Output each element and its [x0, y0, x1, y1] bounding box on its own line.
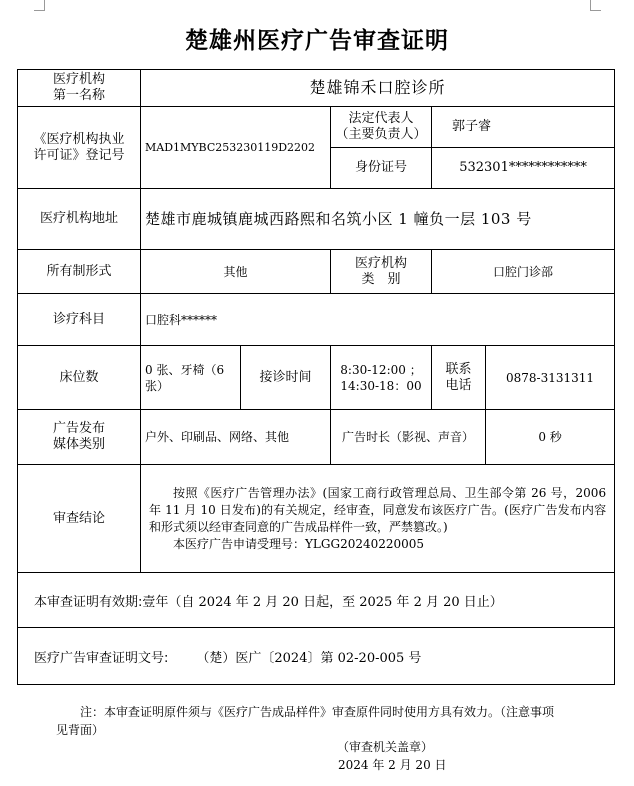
beds-label: 床位数 — [18, 346, 141, 410]
application-number: 本医疗广告申请受理号：YLGG20240220005 — [173, 536, 425, 551]
row-address — [18, 189, 615, 250]
address-label: 医疗机构地址 — [18, 189, 141, 250]
crop-mark-right — [590, 0, 601, 11]
ownership-value: 其他 — [141, 250, 331, 294]
row-validity — [18, 573, 615, 628]
beds-value: 0 张、牙椅（6 张） — [141, 346, 241, 410]
row-doc-number — [18, 628, 615, 685]
row-department — [18, 294, 615, 346]
inst-category-label: 医疗机构 类 别 — [331, 250, 432, 294]
issue-date: 2024 年 2 月 20 日 — [338, 758, 447, 772]
inst-category-value: 口腔门诊部 — [432, 250, 615, 294]
license-label: 《医疗机构执业 许可证》登记号 — [18, 107, 141, 189]
crop-mark-left — [34, 0, 45, 11]
row-media — [18, 410, 615, 465]
id-number-label: 身份证号 — [331, 148, 432, 189]
validity-period: （自 2024 年 2 月 20 日起，至 2025 年 2 月 20 日止） — [168, 594, 503, 610]
conclusion-text: 按照《医疗广告管理办法》(国家工商行政管理总局、卫生部令第 26 号，2006 年 11 月 10 日发布)的有关规定，经审查，同意发布该医疗广告。(医疗广告发布内容和形式须以经审查同意的广告成品样件一致，严禁篡改。) — [149, 485, 607, 534]
phone-value: 0878-3131311 — [486, 346, 615, 410]
phone-label: 联系 电话 — [432, 346, 486, 410]
department-value: 口腔科****** — [141, 294, 615, 346]
doc-number-label: 医疗广告审查证明文号: — [34, 650, 169, 666]
row-beds — [18, 346, 615, 410]
media-label: 广告发布 媒体类别 — [18, 410, 141, 465]
conclusion-body — [141, 465, 615, 573]
footnote: 注：本审查证明原件须与《医疗广告成品样件》审查原件同时使用方具有效力。（注意事项见背面） — [56, 705, 555, 737]
legal-rep-label: 法定代表人 （主要负责人） — [331, 107, 432, 148]
duration-value: 0 秒 — [486, 410, 615, 465]
seal-note: （审查机关盖章） — [337, 740, 434, 754]
row-institution-name — [18, 70, 615, 107]
row-conclusion — [18, 465, 615, 573]
id-number-value: 532301************ — [432, 148, 615, 189]
validity-cell — [18, 573, 615, 628]
department-label: 诊疗科目 — [18, 294, 141, 346]
ownership-label: 所有制形式 — [18, 250, 141, 294]
doc-number-cell — [18, 628, 615, 685]
doc-number-value: （楚）医广〔2024〕第 02-20-005 号 — [196, 650, 422, 666]
row-ownership — [18, 250, 615, 294]
address-value: 楚雄市鹿城镇鹿城西路熙和名筑小区 1 幢负一层 103 号 — [141, 189, 615, 250]
certificate-table — [17, 69, 615, 685]
conclusion-label: 审查结论 — [18, 465, 141, 573]
row-license-rep — [18, 107, 615, 148]
legal-rep-value: 郭子睿 — [432, 107, 615, 148]
duration-label: 广告时长（影视、声音） — [331, 410, 486, 465]
hours-label: 接诊时间 — [241, 346, 331, 410]
document-title: 楚雄州医疗广告审查证明 — [185, 28, 449, 54]
institution-name-value: 楚雄锦禾口腔诊所 — [141, 70, 615, 107]
hours-value: 8:30-12:00 ； 14:30-18：00 — [331, 346, 432, 410]
validity-label: 本审查证明有效期:壹年 — [34, 594, 169, 610]
institution-name-label: 医疗机构 第一名称 — [18, 70, 141, 107]
license-value: MAD1MYBC253230119D2202 — [141, 107, 331, 189]
media-value: 户外、印刷品、网络、其他 — [141, 410, 331, 465]
